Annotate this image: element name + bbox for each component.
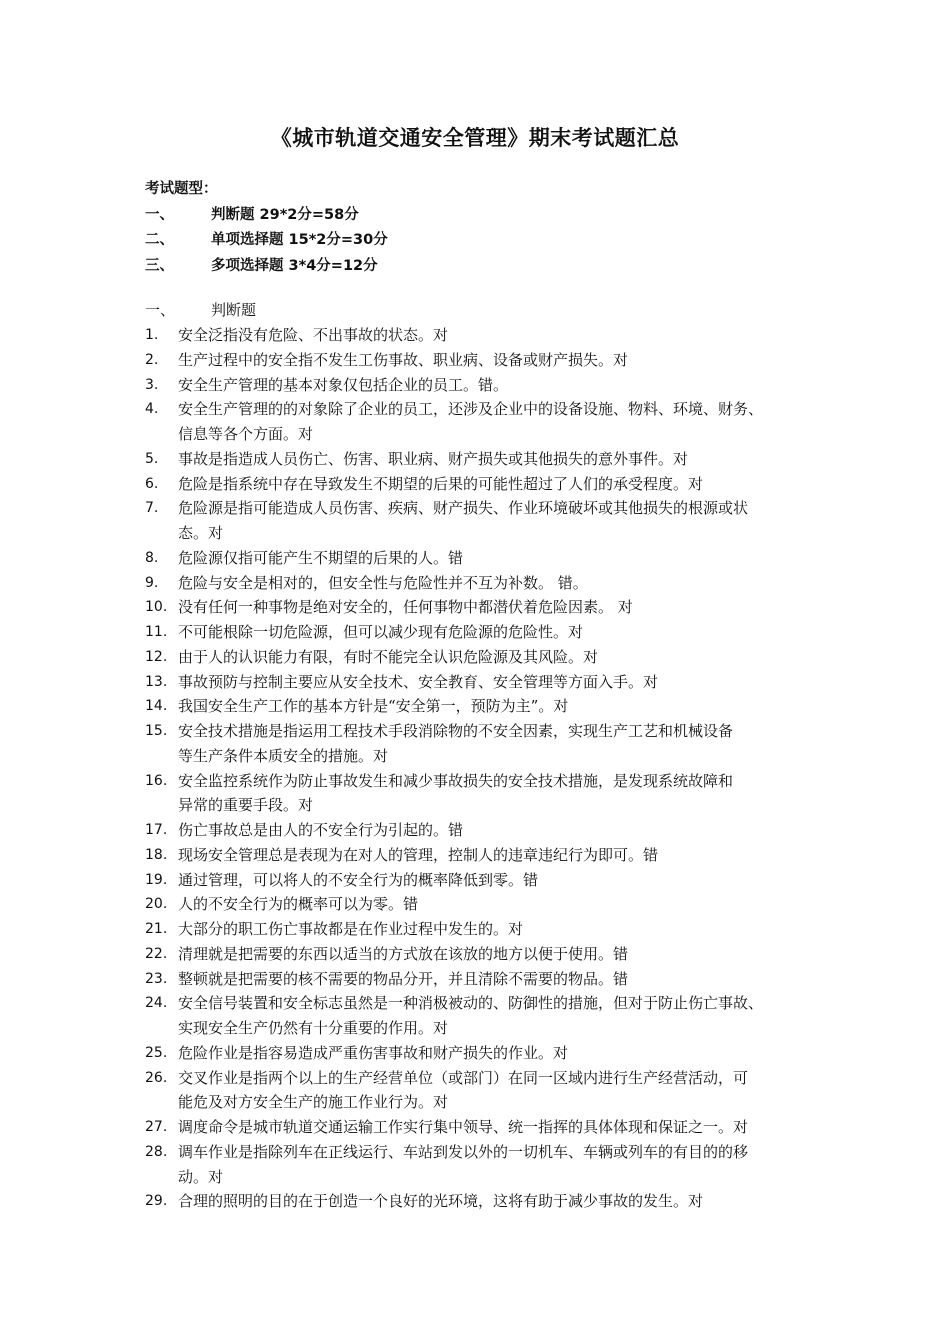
question-item (145, 942, 825, 967)
section-heading (145, 298, 256, 323)
document-title: 《城市轨道交通安全管理》期末考试题汇总 (270, 126, 680, 150)
question-item (145, 472, 825, 497)
question-item (145, 967, 825, 992)
question-text: 不可能根除一切危险源，但可以减少现有危险源的危险性。对 (178, 623, 584, 641)
question-item (145, 991, 825, 1041)
question-number: 17. (145, 822, 168, 838)
question-number: 3. (145, 376, 159, 393)
question-text: 事故预防与控制主要应从安全技术、安全教育、安全管理等方面入手。对 (178, 672, 659, 691)
question-item (145, 917, 825, 942)
question-text: 清理就是把需要的东西以适当的方式放在该放的地方以便于使用。错 (178, 944, 629, 963)
section-number: 一、 (145, 301, 176, 319)
question-item (145, 397, 825, 447)
question-number: 11. (145, 624, 168, 640)
section-title: 判断题 (211, 301, 257, 319)
question-text: 安全信号装置和安全标志虽然是一种消极被动的、防御性的措施，但对于防止伤亡事故、 实现安全生产仍然有十分重要的作用。对 (178, 994, 764, 1037)
question-number: 15. (145, 723, 168, 739)
question-number: 23. (145, 970, 168, 987)
question-number: 26. (145, 1069, 168, 1086)
question-text: 调车作业是指除列车在正线运行、车站到发以外的一切机车、车辆或列车的有目的的移 动。对 (178, 1142, 749, 1186)
question-number: 14. (145, 698, 168, 715)
question-text: 交叉作业是指两个以上的生产经营单位（或部门）在同一区域内进行生产经营活动，可 能危及对方安全生产的施工作业行为。对 (178, 1068, 749, 1112)
question-text: 安全监控系统作为防止事故发生和减少事故损失的安全技术措施，是发现系统故障和 异常的重要手段。对 (178, 771, 734, 815)
question-item (145, 496, 825, 546)
question-item (145, 818, 825, 843)
question-text: 大部分的职工伤亡事故都是在作业过程中发生的。对 (178, 920, 524, 938)
question-number: 5. (145, 450, 159, 467)
question-item (145, 694, 825, 719)
question-item (145, 1189, 825, 1214)
question-text: 安全泛指没有危险、不出事故的状态。对 (178, 326, 449, 344)
exam-type-number: 一、 (145, 206, 174, 223)
question-text: 合理的照明的目的在于创造一个良好的光环境，这将有助于减少事故的发生。对 (178, 1192, 704, 1211)
question-text: 危险是指系统中存在导致发生不期望的后果的可能性超过了人们的承受程度。对 (178, 474, 704, 493)
question-number: 22. (145, 945, 168, 962)
question-number: 6. (145, 475, 159, 492)
question-number: 1. (145, 327, 159, 343)
question-number: 24. (145, 995, 168, 1012)
exam-type-text: 判断题 29*2分=58分 (211, 206, 359, 223)
exam-type-item (145, 228, 388, 254)
question-number: 19. (145, 871, 168, 888)
question-number: 27. (145, 1119, 168, 1135)
question-item (145, 892, 825, 917)
question-number: 10. (145, 599, 168, 616)
question-text: 现场安全管理总是表现为在对人的管理，控制人的违章违纪行为即可。错 (178, 845, 659, 864)
question-number: 18. (145, 846, 168, 863)
question-item (145, 1115, 825, 1140)
question-number: 9. (145, 574, 159, 591)
question-text: 事故是指造成人员伤亡、伤害、职业病、财产损失或其他损失的意外事件。对 (178, 449, 689, 468)
question-number: 16. (145, 772, 168, 789)
question-text: 危险源是指可能造成人员伤害、疾病、财产损失、作业环境破坏或其他损失的根源或状 态。对 (178, 499, 749, 542)
question-item (145, 447, 825, 472)
question-list (145, 323, 825, 1214)
question-text: 调度命令是城市轨道交通运输工作实行集中领导、统一指挥的具体体现和保证之一。对 (178, 1118, 749, 1136)
question-number: 4. (145, 401, 159, 418)
question-item (145, 620, 825, 645)
question-item (145, 348, 825, 373)
question-number: 13. (145, 673, 168, 690)
question-item (145, 1140, 825, 1190)
question-item (145, 373, 825, 398)
exam-type-item (145, 203, 388, 229)
question-text: 我国安全生产工作的基本方针是“安全第一，预防为主”。对 (178, 697, 569, 716)
question-number: 21. (145, 921, 168, 937)
question-text: 危险与安全是相对的，但安全性与危险性并不互为补数。 错。 (178, 573, 588, 592)
question-number: 8. (145, 549, 159, 566)
question-number: 12. (145, 648, 168, 665)
question-number: 29. (145, 1193, 168, 1210)
question-item (145, 645, 825, 670)
question-text: 安全技术措施是指运用工程技术手段消除物的不安全因素，实现生产工艺和机械设备 等生产条件本质安全的措施。对 (178, 722, 734, 765)
question-item (145, 1041, 825, 1066)
exam-type-number: 二、 (145, 232, 174, 248)
exam-type-number: 三、 (145, 257, 174, 274)
question-text: 危险作业是指容易造成严重伤害事故和财产损失的作业。对 (178, 1043, 569, 1062)
question-item (145, 546, 825, 571)
exam-types-heading: 考试题型： (145, 181, 218, 197)
question-number: 20. (145, 896, 168, 913)
question-text: 人的不安全行为的概率可以为零。错 (178, 895, 419, 914)
question-text: 伤亡事故总是由人的不安全行为引起的。错 (178, 821, 464, 839)
question-item (145, 595, 825, 620)
question-item (145, 571, 825, 596)
question-item (145, 1066, 825, 1116)
question-item (145, 670, 825, 695)
exam-type-item (145, 254, 388, 280)
question-text: 由于人的认识能力有限，有时不能完全认识危险源及其风险。对 (178, 647, 599, 666)
question-number: 28. (145, 1143, 168, 1160)
question-item (145, 719, 825, 769)
question-text: 没有任何一种事物是绝对安全的，任何事物中都潜伏着危险因素。 对 (178, 598, 633, 617)
question-text: 生产过程中的安全指不发生工伤事故、职业病、设备或财产损失。对 (178, 350, 629, 369)
question-number: 25. (145, 1044, 168, 1061)
exam-types-block (145, 177, 388, 279)
question-text: 整顿就是把需要的核不需要的物品分开，并且清除不需要的物品。错 (178, 969, 629, 988)
question-number: 7. (145, 500, 159, 517)
question-item (145, 323, 825, 348)
question-item (145, 769, 825, 819)
question-text: 危险源仅指可能产生不期望的后果的人。错 (178, 548, 464, 567)
question-item (145, 843, 825, 868)
exam-type-text: 单项选择题 15*2分=30分 (211, 232, 388, 248)
question-text: 安全生产管理的的对象除了企业的员工，还涉及企业中的设备设施、物料、环境、财务、 信息等各个方面。对 (178, 400, 764, 443)
question-item (145, 868, 825, 893)
question-text: 安全生产管理的基本对象仅包括企业的员工。错。 (178, 375, 509, 394)
question-text: 通过管理，可以将人的不安全行为的概率降低到零。错 (178, 870, 539, 889)
question-number: 2. (145, 351, 159, 368)
exam-type-text: 多项选择题 3*4分=12分 (211, 257, 378, 274)
